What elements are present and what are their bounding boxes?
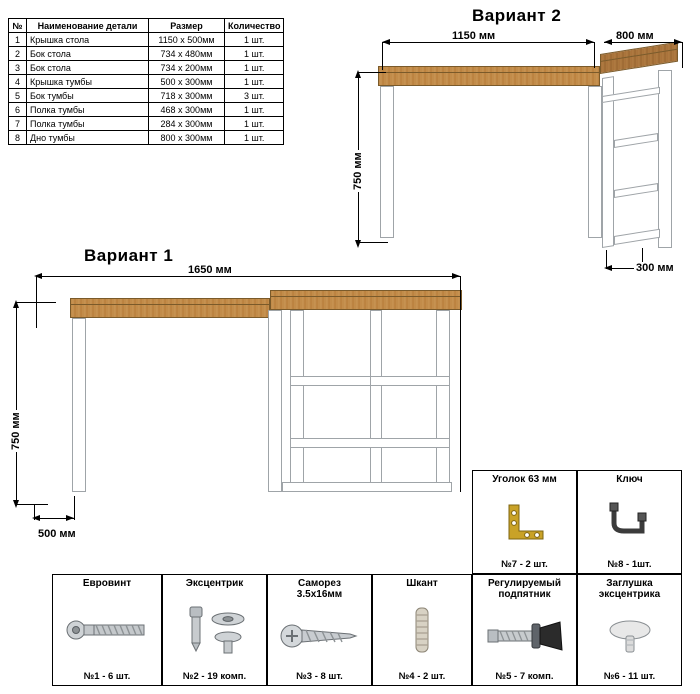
hardware-title: Эксцентрик [185, 578, 244, 589]
table-header-row [9, 19, 284, 33]
v2-side-ext-left [606, 250, 607, 268]
cell-name: Бок тумбы [27, 89, 149, 103]
v2-width-arrow-left [382, 39, 390, 45]
hardware-caption: №3 - 8 шт. [296, 671, 343, 682]
cell-qty: 1 шт. [225, 131, 284, 145]
middle-side-panel [588, 86, 602, 238]
v1-middle-panel [268, 310, 282, 492]
hardware-caption: №4 - 2 шт. [398, 671, 446, 682]
v1-height-ext-top [16, 302, 56, 303]
hardware-caption: №8 - 1шт. [607, 559, 652, 570]
v2-width-label: 1150 мм [452, 30, 496, 42]
left-side-panel [380, 86, 394, 238]
hardware-title-line1: Заглушка [606, 578, 653, 589]
v2-depth-arrow-right [674, 39, 682, 45]
cell-num: 3 [9, 61, 27, 75]
parts-table [8, 18, 284, 145]
adjustable-foot-icon [473, 600, 576, 671]
table-row [9, 89, 284, 103]
header-name: Наименование детали [27, 19, 149, 33]
v1-width-arrow-right [452, 273, 460, 279]
v1-height-ext-bottom [16, 504, 48, 505]
cell-num: 4 [9, 75, 27, 89]
euro-screw-icon [53, 589, 161, 671]
cell-num: 2 [9, 47, 27, 61]
v1-pedestal-right-panel [436, 310, 450, 492]
v2-width-arrow-right [586, 39, 594, 45]
v1-shelf-upper-left [290, 376, 382, 386]
cell-size: 734 x 480мм [149, 47, 225, 61]
cell-size: 800 x 300мм [149, 131, 225, 145]
dowel-icon [373, 589, 471, 671]
v2-depth-ext-right [682, 42, 683, 68]
v1-depth-ext-left [34, 504, 35, 520]
hardware-title-line2: эксцентрика [598, 589, 661, 600]
v1-depth-ext-right [74, 496, 75, 520]
cell-num: 8 [9, 131, 27, 145]
table-row [9, 75, 284, 89]
v1-height-label: 750 мм [10, 412, 22, 450]
v1-pedestal-bottom [282, 482, 452, 492]
variant1-title: Вариант 1 [84, 246, 174, 265]
v2-depth-label: 800 мм [616, 30, 654, 42]
table-row [9, 131, 284, 145]
hardware-caption: №5 - 7 комп. [495, 671, 554, 682]
table-row [9, 61, 284, 75]
hardware-item-self-tapping-screw [267, 574, 372, 686]
v2-depth-dimline [604, 42, 682, 43]
cam-cover-cap-icon [578, 600, 681, 671]
hardware-caption: №1 - 6 шт. [83, 671, 131, 682]
hardware-item-euro-screw [52, 574, 162, 686]
hardware-title: Ключ [616, 474, 643, 485]
v1-width-dimline [36, 276, 460, 277]
v2-side-label: 300 мм [636, 262, 674, 274]
pedestal-shelf-upper [614, 133, 658, 148]
cell-name: Полка тумбы [27, 117, 149, 131]
v2-height-ext-top [358, 72, 386, 73]
cell-size: 734 x 200мм [149, 61, 225, 75]
cell-qty: 3 шт. [225, 89, 284, 103]
hex-key-icon [578, 485, 681, 559]
hardware-title-line2: 3.5x16мм [296, 589, 343, 600]
hardware-caption: №6 - 11 шт. [603, 671, 656, 682]
v1-pedestal-left-panel [290, 310, 304, 492]
pedestal-bottom [614, 229, 660, 245]
v1-pedestal-mid-panel [370, 310, 382, 492]
cell-size: 284 x 300мм [149, 117, 225, 131]
hardware-title-line1: Регулируемый [488, 578, 561, 589]
hardware-item-adjustable-foot [472, 574, 577, 686]
v2-width-dimline [382, 42, 594, 43]
table-row [9, 103, 284, 117]
header-num: № [9, 19, 27, 33]
v1-depth-label: 500 мм [38, 528, 76, 540]
v1-shelf-upper-right [370, 376, 450, 386]
cell-size: 718 x 300мм [149, 89, 225, 103]
hardware-item-dowel [372, 574, 472, 686]
v1-depth-arrow-right [66, 515, 74, 521]
v1-shelf-lower [290, 438, 450, 448]
table-row [9, 33, 284, 47]
corner-bracket-icon [473, 485, 576, 559]
v1-worktop-left [70, 304, 270, 318]
cell-num: 1 [9, 33, 27, 47]
v2-width-ext-right [594, 42, 595, 68]
screw-icon [268, 600, 371, 671]
cell-size: 468 x 300мм [149, 103, 225, 117]
hardware-item-corner-bracket [472, 470, 577, 574]
cell-qty: 1 шт. [225, 61, 284, 75]
hardware-item-hex-key [577, 470, 682, 574]
v1-height-dimline [16, 306, 17, 502]
cell-name: Полка тумбы [27, 103, 149, 117]
hardware-caption: №2 - 19 комп. [182, 671, 247, 682]
cell-name: Бок стола [27, 61, 149, 75]
table-row [9, 117, 284, 131]
v2-height-label: 750 мм [352, 152, 364, 190]
v2-depth-arrow-left [604, 39, 612, 45]
hardware-title: Евровинт [82, 578, 132, 589]
cell-name: Дно тумбы [27, 131, 149, 145]
cell-qty: 1 шт. [225, 103, 284, 117]
worktop-top-edge [378, 66, 600, 73]
v1-worktop-left-edge [70, 298, 270, 305]
v1-width-ext-right [460, 276, 461, 492]
v1-worktop-right [270, 296, 462, 310]
header-size: Размер [149, 19, 225, 33]
hardware-item-cam-lock [162, 574, 267, 686]
hardware-title: Шкант [406, 578, 438, 589]
header-qty: Количество [225, 19, 284, 33]
cell-name: Бок стола [27, 47, 149, 61]
v1-left-side-panel [72, 318, 86, 492]
cam-lock-icon [163, 589, 266, 671]
cell-size: 500 x 300мм [149, 75, 225, 89]
hardware-item-cam-cover-cap [577, 574, 682, 686]
pedestal-shelf-lower [614, 183, 658, 198]
cell-qty: 1 шт. [225, 75, 284, 89]
v1-worktop-right-edge [270, 290, 462, 297]
cell-qty: 1 шт. [225, 117, 284, 131]
cell-qty: 1 шт. [225, 47, 284, 61]
v1-width-label: 1650 мм [188, 264, 232, 276]
cell-num: 6 [9, 103, 27, 117]
hardware-title-line2: подпятник [498, 589, 551, 600]
variant2-title: Вариант 2 [472, 6, 562, 25]
cell-qty: 1 шт. [225, 33, 284, 47]
cell-size: 1150 x 500мм [149, 33, 225, 47]
cell-num: 5 [9, 89, 27, 103]
variant1-drawing [20, 290, 470, 510]
worktop-front [378, 72, 600, 86]
variant2-drawing [350, 50, 695, 260]
hardware-caption: №7 - 2 шт. [501, 559, 548, 570]
pedestal-right-panel [658, 70, 672, 248]
v2-width-ext-left [382, 42, 383, 70]
hardware-title-line1: Саморез [298, 578, 341, 589]
cell-name: Крышка тумбы [27, 75, 149, 89]
cell-num: 7 [9, 117, 27, 131]
table-row [9, 47, 284, 61]
v2-height-ext-bottom [358, 242, 388, 243]
cell-name: Крышка стола [27, 33, 149, 47]
hardware-title: Уголок 63 мм [492, 474, 557, 485]
